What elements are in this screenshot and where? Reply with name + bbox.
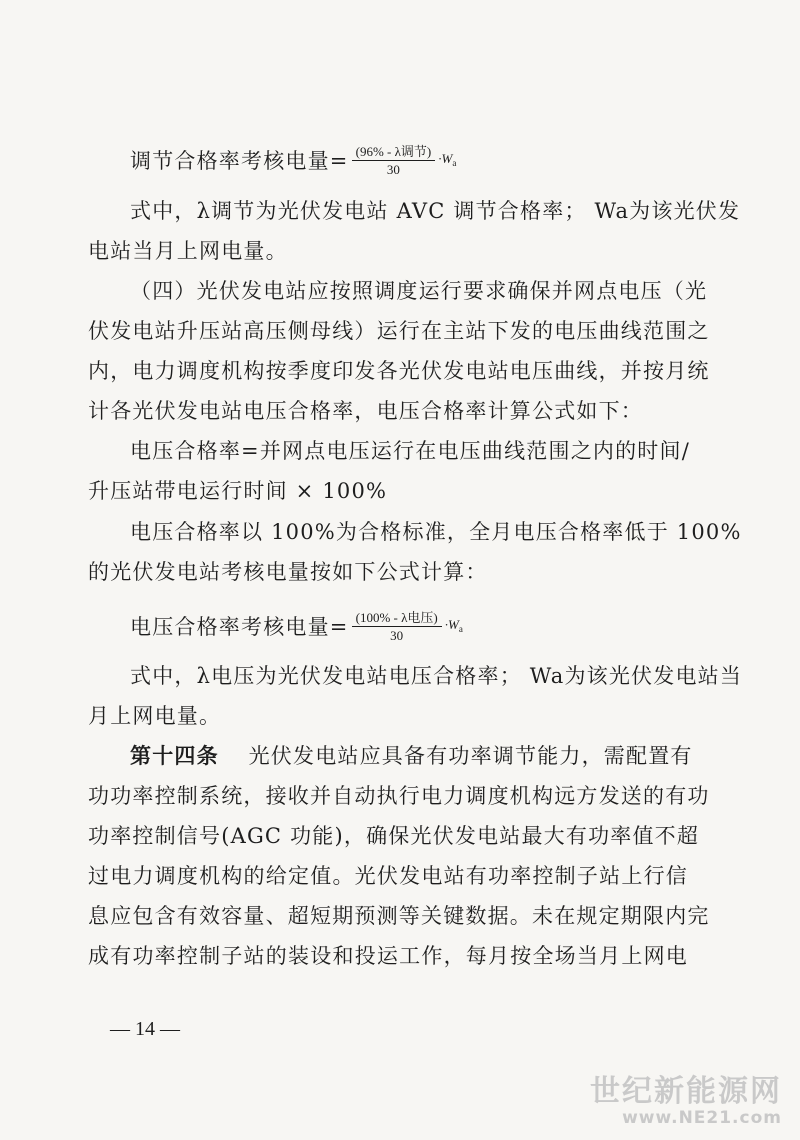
paragraph-line: 功率控制信号(AGC 功能)，确保光伏发电站最大有功率值不超: [88, 824, 700, 848]
paragraph-line: 息应包含有效容量、超短期预测等关键数据。未在规定期限内完: [88, 904, 710, 928]
formula-tail: $\cdot W_a$: [444, 617, 463, 634]
paragraph-line: 电压合格率=并网点电压运行在电压曲线范围之内的时间/: [130, 439, 690, 463]
paragraph-line: 内，电力调度机构按季度印发各光伏发电站电压曲线，并按月统: [88, 359, 710, 383]
formula-fraction: [352, 610, 442, 644]
article-heading: 第十四条: [130, 743, 219, 768]
paragraph-line: （四）光伏发电站应按照调度运行要求确保并网点电压（光: [130, 279, 708, 303]
paragraph-line: 式中，λ调节为光伏发电站 AVC 调节合格率； Wa为该光伏发: [130, 199, 741, 223]
formula-numerator: (100% - λ电压): [352, 610, 442, 627]
site-watermark: [590, 1076, 782, 1128]
article-14-first-line: [130, 742, 693, 770]
formula-adjustment-assessment: [130, 144, 690, 178]
formula-tail: $\cdot W_a$: [438, 151, 457, 168]
paragraph-line: 的光伏发电站考核电量按如下公式计算：: [88, 560, 488, 584]
paragraph-line: 月上网电量。: [88, 704, 222, 728]
formula-voltage-assessment: [130, 610, 690, 644]
paragraph-line: 电站当月上网电量。: [88, 239, 288, 263]
formula-lhs: 调节合格率考核电量=: [130, 149, 349, 173]
paragraph-line: 过电力调度机构的给定值。光伏发电站有功率控制子站上行信: [88, 864, 688, 888]
formula-lhs: 电压合格率考核电量=: [130, 615, 349, 639]
watermark-url: www.NE21.com: [622, 1108, 782, 1128]
page-number: — 14 —: [110, 1018, 180, 1040]
watermark-title: 世纪新能源网: [590, 1074, 782, 1109]
paragraph-line: 电压合格率以 100%为合格标准，全月电压合格率低于 100%: [130, 520, 742, 544]
article-text: 光伏发电站应具备有功率调节能力，需配置有: [248, 744, 693, 768]
paragraph-line: 伏发电站升压站高压侧母线）运行在主站下发的电压曲线范围之: [88, 319, 710, 343]
formula-numerator: (96% - λ调节): [352, 144, 436, 161]
paragraph-line: 成有功率控制子站的装设和投运工作，每月按全场当月上网电: [88, 944, 688, 968]
formula-denominator: 30: [390, 628, 404, 643]
formula-fraction: [352, 144, 436, 178]
paragraph-line: 计各光伏发电站电压合格率，电压合格率计算公式如下：: [88, 399, 643, 423]
paragraph-line: 升压站带电运行时间 × 100%: [88, 479, 388, 503]
paragraph-line: 式中，λ电压为光伏发电站电压合格率； Wa为该光伏发电站当: [130, 664, 743, 688]
paragraph-line: 功功率控制系统，接收并自动执行电力调度机构远方发送的有功: [88, 784, 710, 808]
formula-denominator: 30: [386, 162, 400, 177]
